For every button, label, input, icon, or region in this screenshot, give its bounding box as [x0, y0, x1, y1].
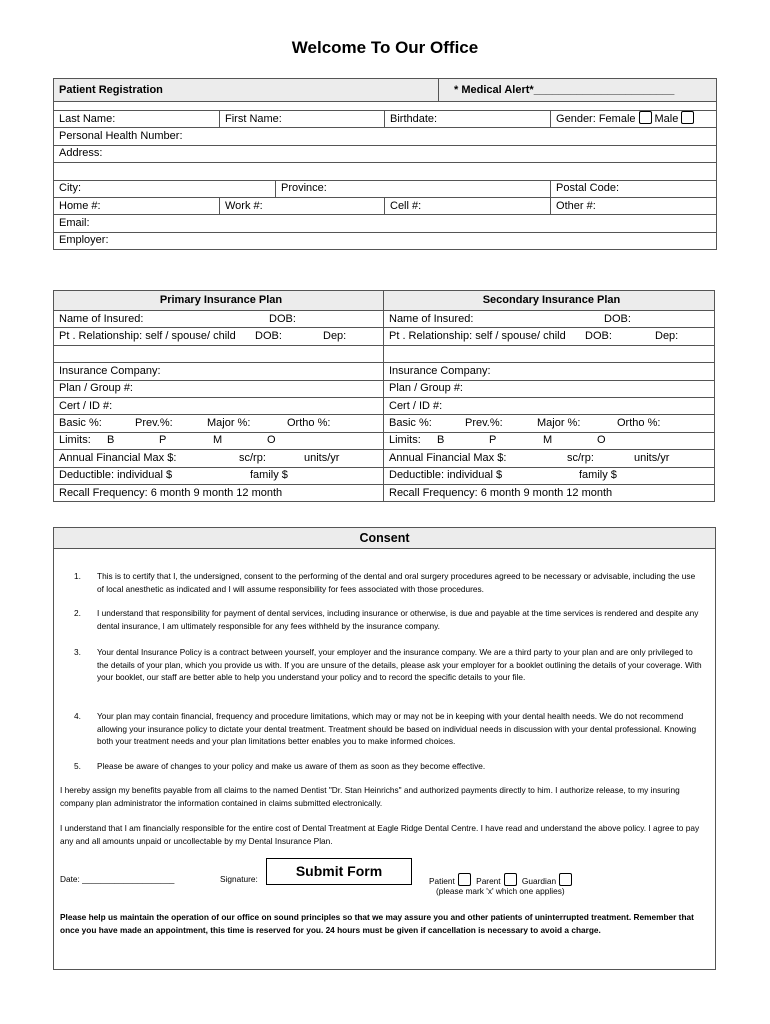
- primary-percent-row[interactable]: [54, 415, 384, 432]
- relationship-label: Pt . Relationship: self / spouse/ child: [389, 330, 566, 343]
- date-field[interactable]: Date: ____________________: [60, 874, 175, 884]
- basic-label: Basic %:: [389, 417, 432, 430]
- family-label: family $: [250, 469, 288, 482]
- primary-annual-max-row[interactable]: [54, 450, 384, 467]
- deductible-label: Deductible: individual $: [59, 469, 173, 482]
- secondary-percent-row[interactable]: [384, 415, 715, 432]
- city-field[interactable]: City:: [54, 180, 276, 197]
- major-label: Major %:: [537, 417, 581, 430]
- province-field[interactable]: Province:: [276, 180, 551, 197]
- limit-o: O: [267, 434, 276, 447]
- item-number: 1.: [74, 571, 81, 581]
- primary-deductible-row[interactable]: [54, 467, 384, 484]
- item-text: This is to certify that I, the undersigned, consent to the performing of the dental and oral surgery procedures agreed to be necessary or advisable, including the use of local anesthetic as indicated and I will assume responsibility for fees associated with those procedures.: [97, 571, 696, 594]
- cell-phone-field[interactable]: Cell #:: [385, 197, 551, 214]
- dob-label: DOB:: [585, 330, 612, 343]
- deductible-label: Deductible: individual $: [389, 469, 503, 482]
- primary-insurance-header: Primary Insurance Plan: [54, 291, 384, 311]
- health-number-field[interactable]: Personal Health Number:: [54, 128, 717, 145]
- medical-alert-field[interactable]: * Medical Alert*_______________________: [439, 79, 717, 102]
- primary-limits-row[interactable]: [54, 432, 384, 449]
- assignment-paragraph: I hereby assign my benefits payable from all claims to the named Dentist "Dr. Stan Heinrichs" and authorized payments directly to him. I authorize release, to my insuring company plan administrator the information contained in claims submitted electronically.: [60, 785, 680, 808]
- male-checkbox[interactable]: [681, 111, 694, 124]
- work-phone-field[interactable]: Work #:: [220, 197, 385, 214]
- male-label: Male: [654, 113, 679, 126]
- scrp-label: sc/rp:: [239, 451, 266, 464]
- dob-label: DOB:: [269, 312, 296, 325]
- female-checkbox[interactable]: [639, 111, 652, 124]
- item-number: 5.: [74, 761, 81, 771]
- prev-label: Prev.%:: [135, 417, 173, 430]
- first-name-field[interactable]: First Name:: [220, 111, 385, 128]
- employer-field[interactable]: Employer:: [54, 232, 717, 249]
- item-text: Your dental Insurance Policy is a contract between yourself, your employer and the insurance company. We are a third party to your plan and are only privileged to the details of your plan, which you provide us with. If you are unsure of the details, please ask your employer for a booklet outlining the details of your coverage. With your booklet, our staff are better able to help you understand your policy and to record the specific details to your file.: [97, 647, 702, 682]
- secondary-insurance-header: Secondary Insurance Plan: [384, 291, 715, 311]
- dep-label: Dep:: [655, 330, 679, 343]
- consent-item: [74, 646, 702, 684]
- last-name-field[interactable]: Last Name:: [54, 111, 220, 128]
- insurance-table: [53, 290, 715, 502]
- parent-label: Parent: [476, 876, 501, 886]
- annual-max-label: Annual Financial Max $:: [389, 451, 507, 464]
- scrp-label: sc/rp:: [567, 451, 594, 464]
- item-number: 3.: [74, 647, 81, 657]
- registration-table: [53, 78, 717, 250]
- limit-m: M: [543, 434, 553, 447]
- consent-section: [53, 527, 716, 970]
- limit-p: P: [159, 434, 167, 447]
- family-label: family $: [579, 469, 617, 482]
- units-label: units/yr: [304, 451, 340, 464]
- limit-o: O: [597, 434, 606, 447]
- item-text: Please be aware of changes to your policy and make us aware of them as soon as they become effective.: [97, 761, 486, 771]
- item-text: I understand that responsibility for payment of dental services, including insurance or otherwise, is due and payable at the time services is rendered and despite any dental insurance, I am ultimately responsible for any fees withheld by the insurance company.: [97, 608, 699, 631]
- other-phone-field[interactable]: Other #:: [551, 197, 717, 214]
- name-insured-label: Name of Insured:: [389, 312, 474, 325]
- address-field[interactable]: Address:: [54, 145, 717, 162]
- relationship-label: Pt . Relationship: self / spouse/ child: [59, 330, 236, 343]
- primary-recall-row[interactable]: Recall Frequency: 6 month 9 month 12 month: [54, 484, 384, 501]
- name-insured-label: Name of Insured:: [59, 312, 144, 325]
- dob-label: DOB:: [255, 330, 282, 343]
- item-number: 2.: [74, 608, 81, 618]
- secondary-name-insured-field[interactable]: [384, 311, 715, 328]
- major-label: Major %:: [207, 417, 251, 430]
- limit-b: B: [437, 434, 445, 447]
- postal-code-field[interactable]: Postal Code:: [551, 180, 717, 197]
- secondary-plan-field[interactable]: Plan / Group #:: [384, 380, 715, 397]
- ortho-label: Ortho %:: [617, 417, 661, 430]
- units-label: units/yr: [634, 451, 670, 464]
- notice-paragraph: Please help us maintain the operation of our office on sound principles so that we may assure you and other patients of uninterrupted treatment. Remember that once you have made an appointment, this time is reserved for you. 24 hours must be given if cancellation is necessary to avoid a charge.: [60, 912, 694, 935]
- consent-item: [74, 607, 702, 632]
- email-field[interactable]: Email:: [54, 215, 717, 232]
- secondary-cert-field[interactable]: Cert / ID #:: [384, 397, 715, 414]
- secondary-company-field[interactable]: Insurance Company:: [384, 363, 715, 380]
- financial-paragraph: I understand that I am financially responsible for the entire cost of Dental Treatment at Eagle Ridge Dental Centre. I have read and understand the above policy. I agree to pay any and all amounts unpaid or uncollectable by my Dental Insurance Plan.: [60, 823, 700, 846]
- guardian-label: Guardian: [521, 876, 557, 886]
- limit-b: B: [107, 434, 115, 447]
- secondary-recall-row[interactable]: Recall Frequency: 6 month 9 month 12 month: [384, 484, 715, 501]
- consent-header: Consent: [54, 528, 715, 549]
- item-text: Your plan may contain financial, frequency and procedure limitations, which may or may not be in keeping with your dental health needs. We do not recommend allowing your insurance policy to dictate your dental treatment. Treatment should be based on individual needs in discussion with your dental professional. Knowing both your treatment needs and your plan limitations better enables you to make informed choices.: [97, 711, 697, 746]
- registration-header: Patient Registration: [54, 79, 439, 102]
- submit-form-button[interactable]: Submit Form: [266, 858, 412, 885]
- limits-label: Limits:: [389, 434, 421, 447]
- gender-field: [551, 111, 717, 128]
- home-phone-field[interactable]: Home #:: [54, 197, 220, 214]
- primary-company-field[interactable]: Insurance Company:: [54, 363, 384, 380]
- signature-label: Signature:: [220, 874, 258, 884]
- dep-label: Dep:: [323, 330, 347, 343]
- secondary-relationship-field[interactable]: [384, 328, 715, 345]
- secondary-limits-row[interactable]: [384, 432, 715, 449]
- limit-m: M: [213, 434, 223, 447]
- ortho-label: Ortho %:: [287, 417, 331, 430]
- item-number: 4.: [74, 711, 81, 721]
- primary-plan-field[interactable]: Plan / Group #:: [54, 380, 384, 397]
- spacer-cell: [54, 345, 384, 362]
- primary-cert-field[interactable]: Cert / ID #:: [54, 397, 384, 414]
- consent-item: [74, 570, 702, 595]
- basic-label: Basic %:: [59, 417, 102, 430]
- spacer-row: [54, 102, 717, 111]
- dob-label: DOB:: [604, 312, 631, 325]
- birthdate-field[interactable]: Birthdate:: [385, 111, 551, 128]
- primary-name-insured-field[interactable]: [54, 311, 384, 328]
- secondary-deductible-row[interactable]: [384, 467, 715, 484]
- limits-label: Limits:: [59, 434, 91, 447]
- gender-label: Gender: Female: [556, 113, 636, 126]
- secondary-annual-max-row[interactable]: [384, 450, 715, 467]
- annual-max-label: Annual Financial Max $:: [59, 451, 177, 464]
- page-title: Welcome To Our Office: [291, 38, 479, 57]
- primary-relationship-field[interactable]: [54, 328, 384, 345]
- consent-item: [74, 760, 702, 773]
- address-line-2[interactable]: [54, 163, 717, 180]
- mark-note: (please mark 'x' which one applies): [436, 886, 565, 896]
- patient-label: Patient: [429, 876, 455, 886]
- consent-item: [74, 710, 702, 748]
- limit-p: P: [489, 434, 497, 447]
- spacer-cell: [384, 345, 715, 362]
- prev-label: Prev.%:: [465, 417, 503, 430]
